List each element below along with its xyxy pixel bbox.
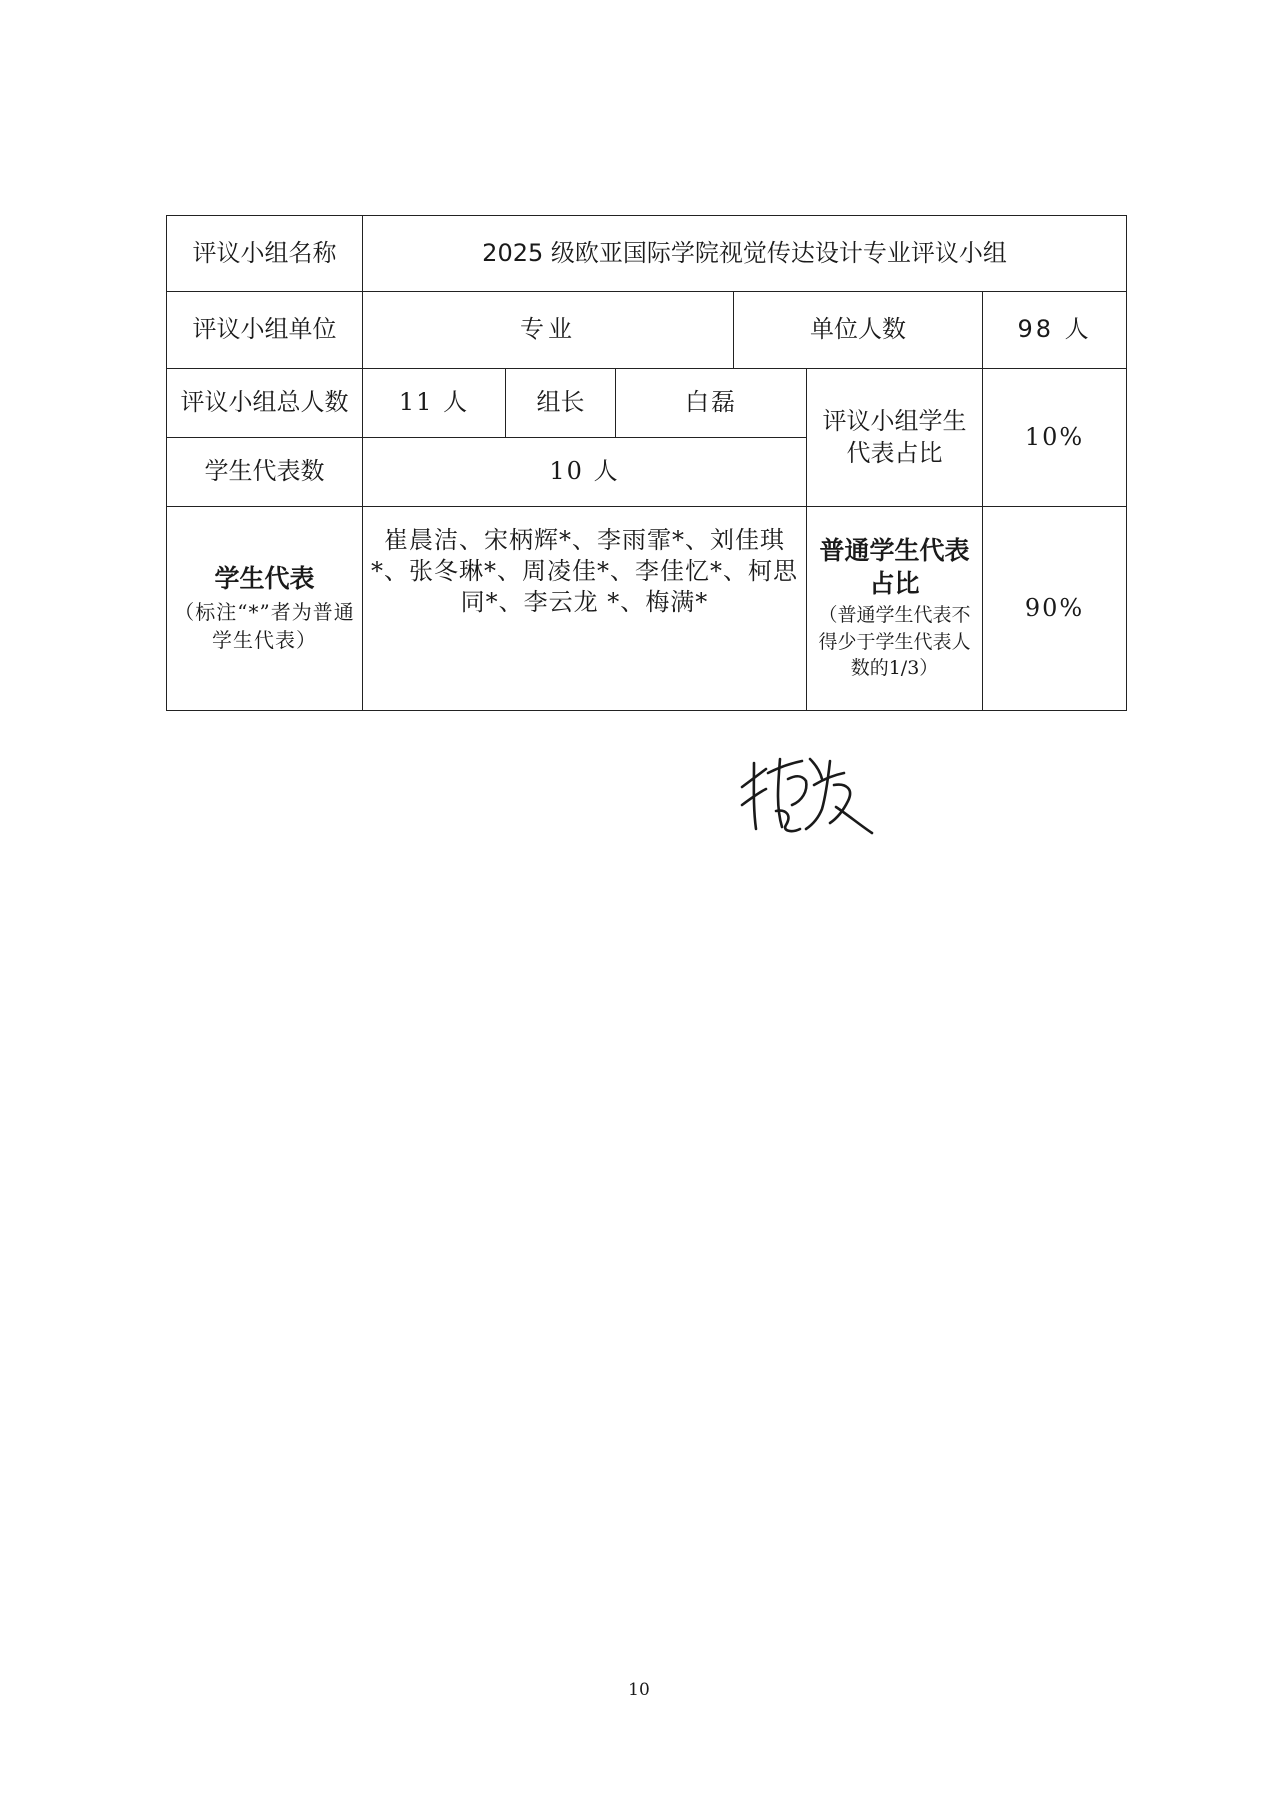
student-rep-ratio-label: 评议小组学生代表占比 <box>807 369 983 507</box>
regular-rep-ratio-note: （普通学生代表不得少于学生代表人数的1/3） <box>818 604 971 680</box>
student-reps-note: （标注“*”者为普通学生代表） <box>174 599 355 652</box>
unit-count-value: 98 人 <box>983 292 1127 369</box>
student-rep-count-value: 10 人 <box>363 438 807 507</box>
row-group-name <box>167 216 1127 292</box>
student-name: 周凌佳*、 <box>522 557 635 586</box>
regular-rep-ratio-label: 普通学生代表占比 <box>819 536 970 598</box>
student-name: 李佳忆*、 <box>635 557 748 586</box>
group-unit-label: 评议小组单位 <box>167 292 363 369</box>
regular-rep-ratio-value: 90% <box>983 507 1127 711</box>
group-name-label: 评议小组名称 <box>167 216 363 292</box>
student-rep-count-label: 学生代表数 <box>167 438 363 507</box>
unit-count-label: 单位人数 <box>734 292 983 369</box>
student-name: 梅满* <box>645 588 709 617</box>
student-reps-label: 学生代表 <box>214 564 315 594</box>
student-reps-label-cell <box>167 507 363 711</box>
leader-label: 组长 <box>506 369 616 438</box>
student-reps-names <box>363 507 807 711</box>
handwritten-signature-icon <box>736 745 876 840</box>
student-name: 宋柄辉*、 <box>484 526 597 554</box>
student-name: 李雨霏*、 <box>597 526 710 554</box>
row-group-unit <box>167 292 1127 369</box>
student-name: 李云龙 *、 <box>523 588 646 617</box>
group-name-value: 2025 级欧亚国际学院视觉传达设计专业评议小组 <box>363 216 1127 292</box>
student-name: 张冬琳*、 <box>409 557 522 586</box>
student-name: 崔晨洁、 <box>384 526 484 554</box>
student-rep-ratio-value: 10% <box>983 369 1127 507</box>
review-group-form <box>166 215 1127 711</box>
student-name: 刘佳琪*、 <box>371 526 785 586</box>
row-student-reps <box>167 507 1127 711</box>
page-number: 10 <box>628 1680 650 1700</box>
group-total-label: 评议小组总人数 <box>167 369 363 438</box>
regular-rep-ratio-label-cell <box>807 507 983 711</box>
group-total-value: 11 人 <box>363 369 506 438</box>
leader-value: 白磊 <box>616 369 807 438</box>
student-name: 柯思同*、 <box>460 557 798 617</box>
group-unit-value: 专业 <box>363 292 734 369</box>
row-group-total <box>167 369 1127 438</box>
